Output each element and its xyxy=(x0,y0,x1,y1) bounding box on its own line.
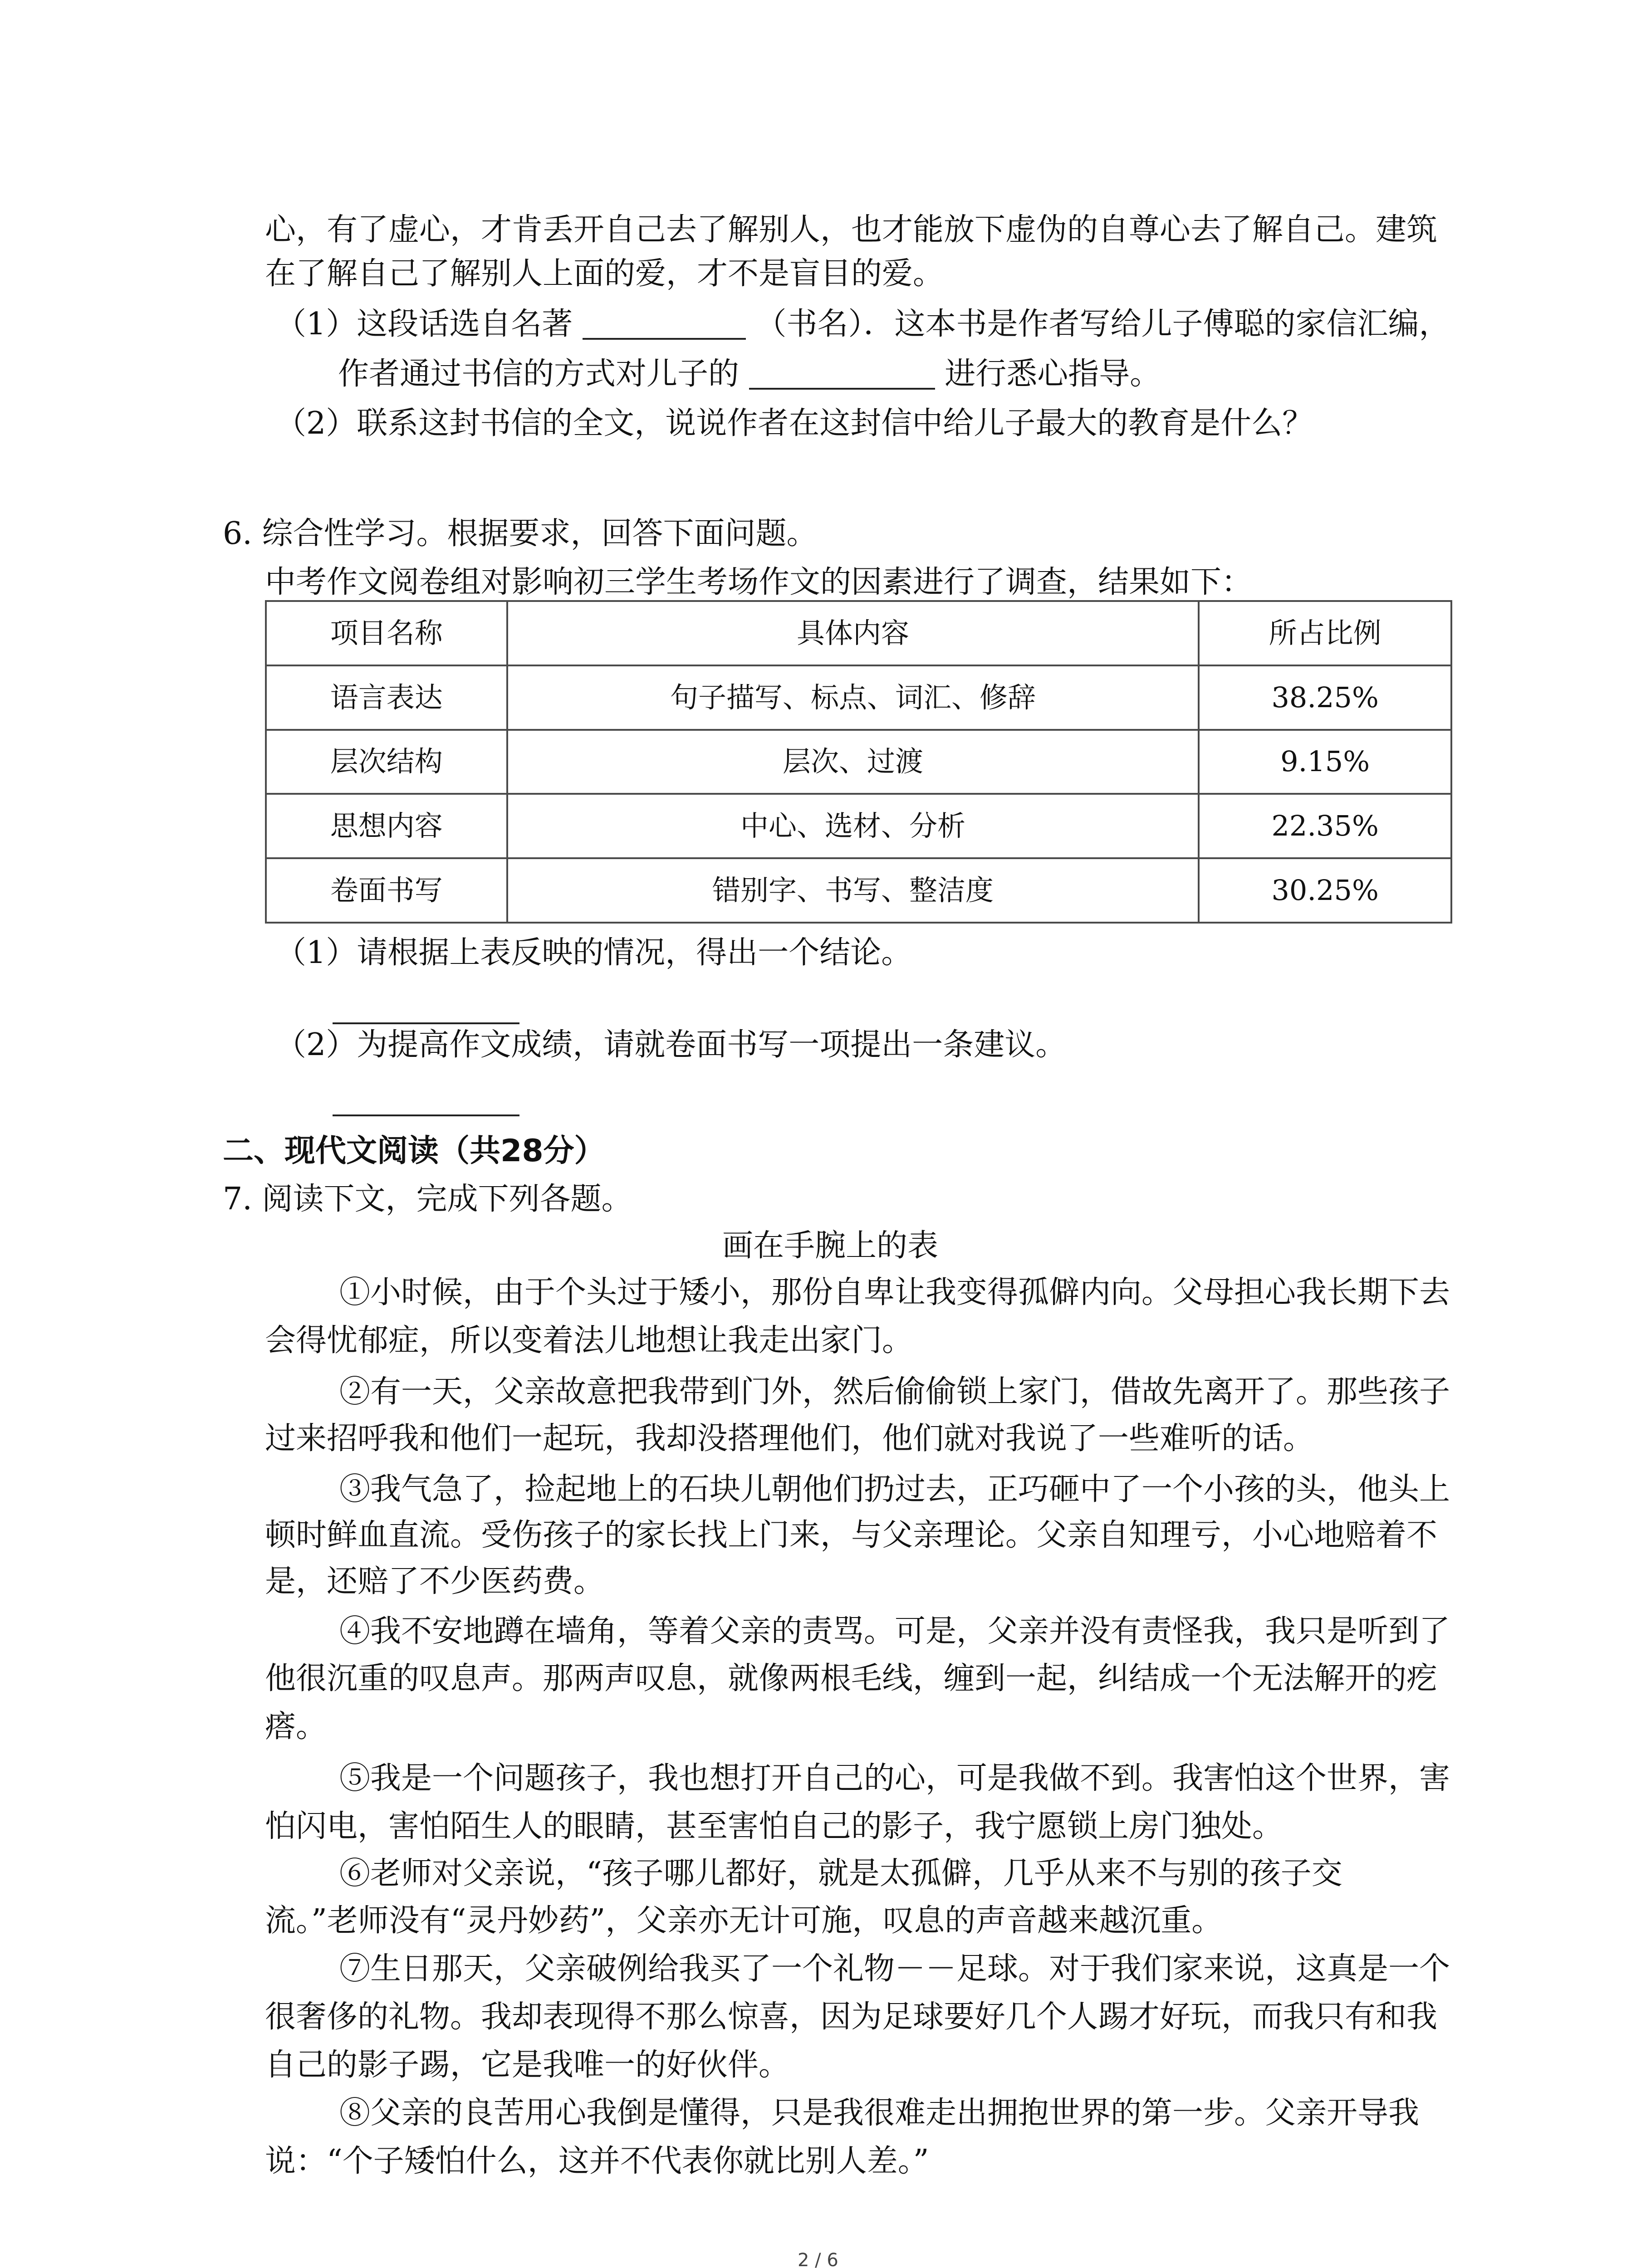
section-title: 二、现代文阅读（共28分） xyxy=(223,1133,605,1169)
reading-line-11: ⑤我是一个问题孩子，我也想打开自己的心，可是我做不到。我害怕这个世界，害 xyxy=(339,1760,1450,1796)
reading-line-12: 怕闪电，害怕陌生人的眼睛，甚至害怕自己的影子，我宁愿锁上房门独处。 xyxy=(265,1809,1283,1844)
table-row xyxy=(266,730,1451,794)
reading-line-2: 会得忧郁症，所以变着法儿地想让我走出家门。 xyxy=(265,1323,913,1359)
table-header-ratio: 所占比例 xyxy=(1199,601,1451,665)
question-1-line-b xyxy=(338,358,1161,390)
table-cell: 中心、选材、分析 xyxy=(507,794,1199,858)
reading-line-17: 自己的影子踢，它是我唯一的好伙伴。 xyxy=(265,2047,790,2083)
reading-line-18: ⑧父亲的良苦用心我倒是懂得，只是我很难走出拥抱世界的第一步。父亲开导我 xyxy=(339,2095,1420,2131)
question-6-part-2: （2）为提高作文成绩，请就卷面书写一项提出一条建议。 xyxy=(275,1027,1067,1063)
question-2-line: （2）联系这封书信的全文，说说作者在这封信中给儿子最大的教育是什么？ xyxy=(275,406,1313,441)
table-cell: 错别字、书写、整洁度 xyxy=(507,858,1199,923)
reading-line-6: 顿时鲜血直流。受伤孩子的家长找上门来，与父亲理论。父亲自知理亏，小心地赔着不 xyxy=(265,1517,1438,1553)
paragraph-line-2: 在了解自己了解别人上面的爱，才不是盲目的爱。 xyxy=(265,256,944,292)
reading-line-1: ①小时候，由于个头过于矮小，那份自卑让我变得孤僻内向。父母担心我长期下去 xyxy=(339,1275,1450,1310)
guidance-blank[interactable] xyxy=(749,358,935,390)
table-cell: 思想内容 xyxy=(266,794,507,858)
reading-line-4: 过来招呼我和他们一起玩，我却没搭理他们，他们就对我说了一些难听的话。 xyxy=(265,1421,1314,1457)
reading-line-13: ⑥老师对父亲说，“孩子哪儿都好，就是太孤僻，几乎从来不与别的孩子交 xyxy=(339,1856,1342,1892)
table-header-project: 项目名称 xyxy=(266,601,507,665)
reading-line-8: ④我不安地蹲在墙角，等着父亲的责骂。可是，父亲并没有责怪我，我只是听到了 xyxy=(339,1613,1450,1649)
question-1-line-a xyxy=(275,308,1450,340)
book-title-blank[interactable] xyxy=(583,308,746,340)
reading-title: 画在手腕上的表 xyxy=(722,1228,938,1264)
table-cell: 句子描写、标点、词汇、修辞 xyxy=(507,665,1199,730)
reading-line-19: 说：“个子矮怕什么，这并不代表你就比别人差。” xyxy=(265,2143,929,2179)
question-7-title: 7. 阅读下文，完成下列各题。 xyxy=(223,1181,632,1217)
table-cell: 9.15% xyxy=(1199,730,1451,794)
question-1-line-b-suffix: 进行悉心指导。 xyxy=(945,356,1161,392)
table-cell: 22.35% xyxy=(1199,794,1451,858)
question-6-title: 6. 综合性学习。根据要求，回答下面问题。 xyxy=(223,516,818,552)
reading-line-3: ②有一天，父亲故意把我带到门外，然后偷偷锁上家门，借故先离开了。那些孩子 xyxy=(339,1374,1450,1410)
table-cell: 38.25% xyxy=(1199,665,1451,730)
paragraph-line-1: 心，有了虚心，才肯丢开自己去了解别人，也才能放下虚伪的自尊心去了解自己。建筑 xyxy=(265,212,1438,248)
table-header-content: 具体内容 xyxy=(507,601,1199,665)
survey-table xyxy=(265,600,1452,924)
table-cell: 卷面书写 xyxy=(266,858,507,923)
table-cell: 30.25% xyxy=(1199,858,1451,923)
reading-line-10: 瘩。 xyxy=(265,1709,327,1745)
table-row xyxy=(266,665,1451,730)
reading-line-16: 很奢侈的礼物。我却表现得不那么惊喜，因为足球要好几个人踢才好玩，而我只有和我 xyxy=(265,1999,1438,2035)
reading-line-15: ⑦生日那天，父亲破例给我买了一个礼物－－足球。对于我们家来说，这真是一个 xyxy=(339,1951,1450,1987)
table-cell: 语言表达 xyxy=(266,665,507,730)
question-1-line-b-prefix: 作者通过书信的方式对儿子的 xyxy=(338,356,740,392)
question-1-suffix: （书名）．这本书是作者写给儿子傅聪的家信汇编， xyxy=(755,306,1450,342)
table-row xyxy=(266,858,1451,923)
reading-line-14: 流。”老师没有“灵丹妙药”，父亲亦无计可施，叹息的声音越来越沉重。 xyxy=(265,1903,1223,1939)
suggestion-blank[interactable] xyxy=(333,1085,519,1116)
reading-line-9: 他很沉重的叹息声。那两声叹息，就像两根毛线，缠到一起，纠结成一个无法解开的疙 xyxy=(265,1661,1438,1696)
page-footer: 2 / 6 xyxy=(798,2250,838,2268)
question-6-part-1: （1）请根据上表反映的情况，得出一个结论。 xyxy=(275,935,912,971)
table-cell: 层次、过渡 xyxy=(507,730,1199,794)
reading-line-5: ③我气急了，捡起地上的石块儿朝他们扔过去，正巧砸中了一个小孩的头，他头上 xyxy=(339,1471,1450,1507)
survey-intro: 中考作文阅卷组对影响初三学生考场作文的因素进行了调查，结果如下： xyxy=(265,564,1253,600)
table-header-row xyxy=(266,601,1451,665)
conclusion-blank[interactable] xyxy=(333,992,519,1024)
reading-line-7: 是，还赔了不少医药费。 xyxy=(265,1564,605,1599)
table-row xyxy=(266,794,1451,858)
question-1-prefix: （1）这段话选自名著 xyxy=(275,306,573,342)
table-cell: 层次结构 xyxy=(266,730,507,794)
